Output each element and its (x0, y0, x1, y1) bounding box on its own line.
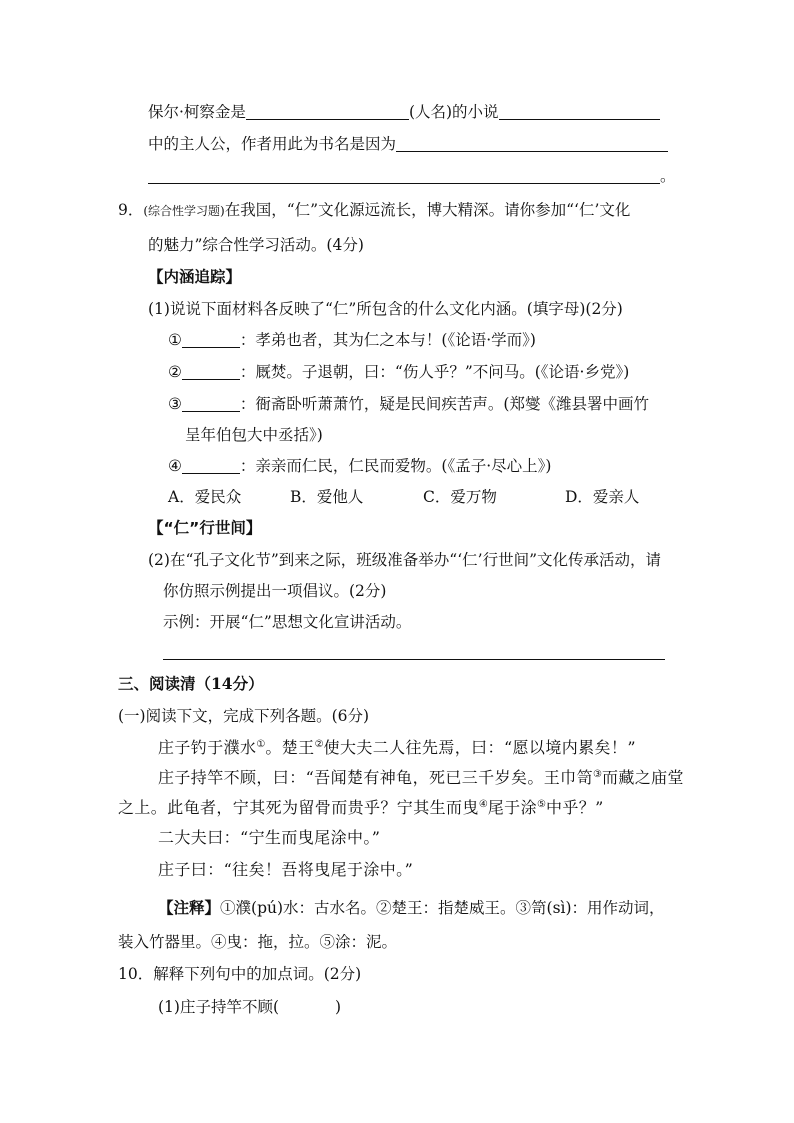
item-marker: ④ (168, 457, 182, 475)
q9-item-3 (168, 394, 649, 414)
answer-blank (396, 137, 668, 152)
q9-item-1 (168, 330, 536, 350)
section-title: 【“仁”行世间】 (148, 519, 262, 537)
q9-stem-line-2 (148, 235, 364, 255)
passage-paragraph-4 (158, 860, 413, 880)
option-text: C．爱万物 (423, 488, 497, 506)
sub-question-text: 你仿照示例提出一项倡议。(2分) (163, 582, 387, 600)
option-text: D．爱亲人 (565, 488, 640, 506)
q8-period: 。 (660, 167, 676, 185)
item-marker: ② (168, 363, 182, 381)
answer-blank (246, 105, 409, 120)
item-text: ：孝弟也者，其为仁之本与！(《论语·学而》) (239, 331, 536, 349)
q8-text-before: 保尔·柯察金是 (148, 103, 246, 121)
q9-part1-title (148, 267, 241, 287)
note-ref: ④ (478, 799, 488, 810)
q8-line-3 (148, 166, 676, 186)
q10-item-text: (1)庄子持竿不顾( (158, 998, 280, 1016)
answer-line (163, 659, 665, 660)
q10-item-close: ) (335, 998, 342, 1016)
option-text: A．爱民众 (168, 488, 242, 506)
sub-heading-text: (一)阅读下文，完成下列各题。(6分) (118, 707, 370, 725)
option-a (168, 487, 241, 507)
item-text: ：亲亲而仁民，仁民而爱物。(《孟子·尽心上》) (239, 457, 552, 475)
answer-blank (148, 169, 660, 184)
option-c (423, 487, 497, 507)
q9-stem-text: 在我国，“仁”文化源远流长，博大精深。请你参加“‘仁’文化 (224, 201, 631, 219)
section-title: 【内涵追踪】 (148, 268, 242, 286)
notes-label: 【注释】 (158, 898, 221, 917)
q9-part2-title (148, 518, 261, 538)
note-ref: ② (314, 739, 324, 750)
notes-line-1 (158, 898, 665, 918)
passage-text: 庄子钓于濮水 (158, 738, 257, 757)
answer-blank (499, 105, 660, 120)
item-text: ：厩焚。子退朝，曰：“伤人乎？”不问马。(《论语·乡党》) (239, 363, 630, 381)
answer-blank (182, 459, 240, 474)
passage-text: 尾于涂 (487, 798, 537, 817)
item-marker: ③ (168, 395, 182, 413)
section-heading-text: 三、阅读清（14分） (118, 674, 264, 693)
item-marker: ① (168, 331, 182, 349)
answer-blank (182, 333, 240, 348)
q8-line-2 (148, 134, 668, 154)
q8-text-reason: 中的主人公，作者用此为书名是因为 (148, 135, 397, 153)
q9-type-tag: (综合性学习题) (143, 204, 225, 218)
passage-text: 。楚王 (265, 738, 315, 757)
passage-paragraph-3 (158, 828, 380, 848)
q8-line-1 (148, 102, 660, 122)
q10-stem (118, 964, 361, 984)
passage-text: 庄子持竿不顾，曰：“吾闻楚有神龟，死已三千岁矣。王巾笥 (158, 768, 593, 787)
section-heading (118, 674, 264, 694)
note-ref: ⑤ (536, 799, 546, 810)
q10-item-1 (158, 997, 341, 1017)
q9-part2-prompt-2 (163, 581, 386, 601)
q9-number: 9． (118, 201, 144, 219)
passage-paragraph-2-line-2 (118, 798, 604, 818)
q9-part1-prompt (148, 299, 623, 319)
q9-stem-line-1 (118, 200, 630, 220)
answer-blank (182, 397, 240, 412)
sub-question-text: (1)说说下面材料各反映了“仁”所包含的什么文化内涵。(填字母)(2分) (148, 300, 623, 318)
notes-text: 装入竹器里。④曳：拖，拉。⑤涂：泥。 (118, 933, 398, 951)
q9-part2-example (163, 612, 411, 632)
answer-space (279, 998, 335, 1012)
q10-stem-text: 10．解释下列句中的加点词。(2分) (118, 965, 362, 983)
passage-text: 而藏之庙堂 (601, 768, 684, 787)
option-b (290, 487, 363, 507)
q9-item-3-continuation (185, 425, 323, 445)
q9-item-2 (168, 362, 629, 382)
example-text: 示例：开展“仁”思想文化宣讲活动。 (163, 613, 412, 631)
note-ref: ① (256, 739, 266, 750)
passage-text: 之上。此龟者，宁其死为留骨而贵乎？宁其生而曳 (118, 798, 479, 817)
passage-paragraph-2-line-1 (158, 768, 684, 788)
note-ref: ③ (592, 769, 602, 780)
passage-paragraph-1 (158, 738, 636, 758)
sub-question-text: (2)在“孔子文化节”到来之际，班级准备举办“‘仁’行世间”文化传承活动，请 (148, 551, 662, 569)
answer-blank (182, 365, 240, 380)
q9-stem-text-2: 的魅力”综合性学习活动。(4分) (148, 236, 364, 254)
notes-line-2 (118, 932, 397, 952)
q9-item-4 (168, 456, 551, 476)
passage-text: 使大夫二人往先焉，曰：“愿以境内累矣！” (323, 738, 636, 757)
option-d (565, 487, 639, 507)
item-text: ：衙斋卧听萧萧竹，疑是民间疾苦声。(郑燮《潍县署中画竹 (239, 395, 649, 413)
passage-text: 庄子曰：“往矣！吾将曳尾于涂中。” (158, 860, 414, 879)
reading-sub-heading (118, 706, 369, 726)
option-text: B．爱他人 (290, 488, 364, 506)
notes-text: ①濮(pú)水：古水名。②楚王：指楚威王。③笥(sì)：用作动词， (220, 899, 665, 917)
item-text: 呈年伯包大中丞括》) (185, 426, 323, 444)
q9-part2-prompt-1 (148, 550, 661, 570)
q8-text-middle: (人名)的小说 (408, 103, 499, 121)
passage-text: 二大夫曰：“宁生而曳尾涂中。” (158, 828, 381, 847)
passage-text: 中乎？” (545, 798, 604, 817)
